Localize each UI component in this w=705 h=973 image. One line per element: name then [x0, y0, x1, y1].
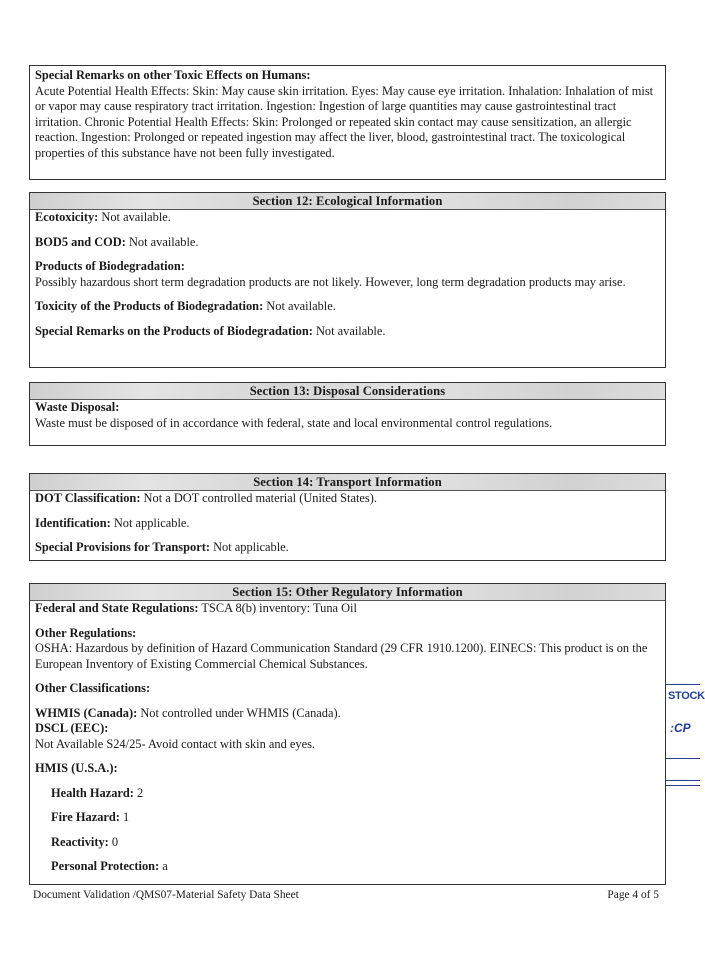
section-14-header: Section 14: Transport Information	[30, 474, 665, 491]
federal-regulations-value: TSCA 8(b) inventory: Tuna Oil	[198, 601, 357, 615]
section-14-box	[29, 473, 666, 561]
side-stamp-line	[666, 758, 700, 759]
footer-page-number: Page 4 of 5	[607, 889, 659, 901]
health-hazard-value: 2	[133, 785, 144, 800]
waste-disposal-label: Waste Disposal:	[35, 400, 120, 414]
side-stamp-text-1: STOCK	[668, 690, 705, 702]
personal-protection-row	[35, 859, 660, 875]
personal-protection-label: Personal Protection:	[51, 859, 160, 873]
transport-provisions-value: Not applicable.	[209, 540, 289, 554]
biodegradation-label: Products of Biodegradation:	[35, 259, 185, 273]
section-12-header: Section 12: Ecological Information	[30, 193, 665, 210]
other-regulations-row	[35, 626, 660, 673]
health-hazard-label: Health Hazard:	[51, 785, 134, 800]
biodegradation-value: Possibly hazardous short term degradation products are not likely. However, long term degradation products may arise.	[35, 274, 626, 289]
biodeg-toxicity-label: Toxicity of the Products of Biodegradation:	[35, 299, 264, 313]
side-stamp-line	[666, 684, 700, 685]
footer-document-label: Document Validation /QMS07-Material Safety Data Sheet	[33, 889, 299, 901]
health-hazard-row	[35, 786, 660, 802]
identification-value: Not applicable.	[110, 515, 190, 530]
fire-hazard-value: 1	[119, 810, 130, 824]
dscl-value: Not Available S24/25- Avoid contact with skin and eyes.	[35, 736, 316, 751]
side-stamp-line	[666, 785, 700, 786]
toxic-remarks-text: Acute Potential Health Effects: Skin: May cause skin irritation. Eyes: May cause eye irritation. Inhalation: Inhalation of mist or vapor may cause respiratory tract irritation. Ingestion: Ingestion of large quantities may cause gastrointestinal tract irritation. Chronic Potential Health Effects: Skin: Prolonged or repeated skin contact may cause sensitization, an allergic reaction. Ingestion: Prolonged or repeated ingestion may affect the liver, blood, gastrointestinal tract. The toxicological properties of this substance have not been fully investigated.	[35, 83, 654, 160]
bod5-value: Not available.	[125, 234, 199, 249]
side-stamp-line	[666, 780, 700, 781]
reactivity-label: Reactivity:	[51, 834, 109, 849]
transport-provisions-row	[35, 540, 660, 556]
whmis-row	[35, 706, 660, 722]
other-classifications-row	[35, 681, 660, 697]
hmis-label: HMIS (U.S.A.):	[35, 761, 118, 775]
federal-regulations-row	[35, 601, 660, 617]
page-footer	[33, 888, 659, 904]
section-12-box	[29, 192, 666, 368]
dot-classification-label: DOT Classification:	[35, 491, 141, 505]
ecotoxicity-label: Ecotoxicity:	[35, 210, 99, 224]
biodeg-remarks-label: Special Remarks on the Products of Biodegradation:	[35, 323, 313, 338]
waste-disposal-value: Waste must be disposed of in accordance with federal, state and local environmental control regulations.	[35, 415, 553, 430]
bod5-label: BOD5 and COD:	[35, 234, 126, 249]
fire-hazard-label: Fire Hazard:	[51, 810, 120, 824]
other-regulations-value: OSHA: Hazardous by definition of Hazard Communication Standard (29 CFR 1910.1200). EINECS: This product is on the European Inventory of Existing Commercial Chemical Substances.	[35, 641, 648, 671]
dscl-label: DSCL (EEC):	[35, 721, 109, 735]
federal-regulations-label: Federal and State Regulations:	[35, 601, 199, 615]
whmis-label: WHMIS (Canada):	[35, 705, 138, 720]
whmis-value: Not controlled under WHMIS (Canada).	[137, 705, 341, 720]
other-classifications-label: Other Classifications:	[35, 681, 151, 695]
reactivity-value: 0	[108, 834, 119, 849]
fire-hazard-row	[35, 810, 660, 826]
ecotoxicity-value: Not available.	[98, 210, 171, 224]
biodeg-toxicity-row	[35, 299, 660, 315]
dot-classification-value: Not a DOT controlled material (United States).	[140, 491, 377, 505]
biodeg-remarks-row	[35, 324, 660, 340]
biodegradation-row	[35, 259, 660, 290]
ecotoxicity-row	[35, 210, 660, 226]
transport-provisions-label: Special Provisions for Transport:	[35, 540, 210, 554]
bod5-row	[35, 235, 660, 251]
biodeg-toxicity-value: Not available.	[263, 299, 336, 313]
dot-classification-row	[35, 491, 660, 507]
section-15-header: Section 15: Other Regulatory Information	[30, 584, 665, 601]
identification-label: Identification:	[35, 515, 111, 530]
section-13-box	[29, 382, 666, 446]
personal-protection-value: a	[159, 859, 168, 873]
other-regulations-label: Other Regulations:	[35, 625, 137, 640]
section-15-box	[29, 583, 666, 885]
identification-row	[35, 516, 660, 532]
toxic-remarks-box	[29, 65, 666, 180]
section-13-header: Section 13: Disposal Considerations	[30, 383, 665, 400]
biodeg-remarks-value: Not available.	[312, 323, 386, 338]
hmis-row	[35, 761, 660, 777]
reactivity-row	[35, 835, 660, 851]
side-stamp-text-2: :CP	[670, 721, 691, 735]
toxic-remarks-heading: Special Remarks on other Toxic Effects on Humans:	[35, 68, 311, 82]
